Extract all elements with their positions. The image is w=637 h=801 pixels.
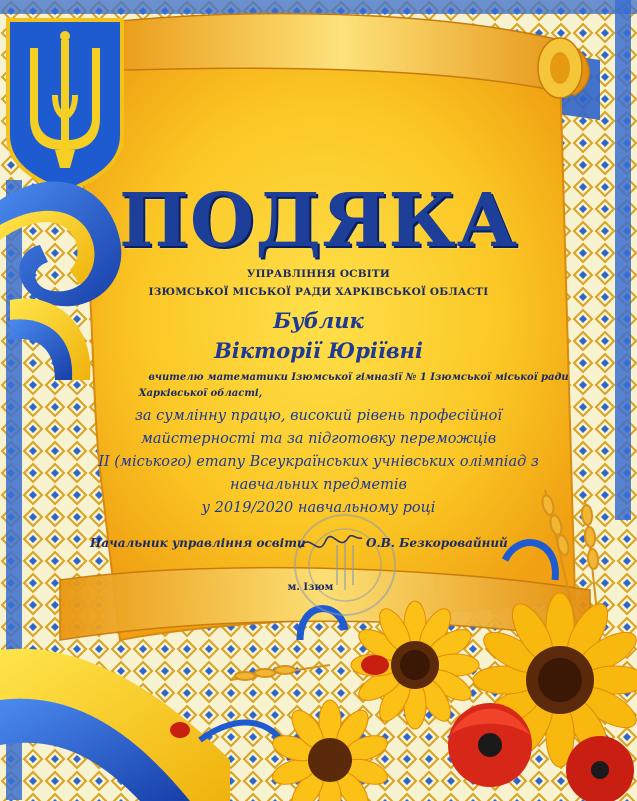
recipient-position-line-1: вчителю математики Ізюмської гімназії № 1 Ізюмської міської ради (148, 372, 569, 383)
body-text-line-1: за сумлінну працю, високий рівень професійної (135, 408, 502, 424)
organization-line-1: УПРАВЛІННЯ ОСВІТИ (246, 268, 391, 280)
signature-role: Начальник управління освіти (90, 536, 306, 550)
signature-name: О.В. Безкоровайний (366, 536, 508, 550)
trident-coat-of-arms-icon (8, 20, 122, 192)
recipient-given-names: Вікторії Юріївні (214, 338, 423, 363)
recipient-position-line-2: Харківської області, (138, 388, 263, 399)
organization-line-2: ІЗЮМСЬКОЇ МІСЬКОЇ РАДИ ХАРКІВСЬКОЇ ОБЛАСТІ (148, 286, 489, 298)
recipient-surname: Бублик (273, 308, 364, 333)
body-text-line-2: майстерності та за підготовку переможців (140, 431, 497, 447)
body-text-line-4: навчальних предметів (230, 477, 407, 493)
certificate-title: ПОДЯКА (119, 178, 518, 264)
body-text-line-5: у 2019/2020 навчальному році (201, 500, 436, 516)
city-label: м. Ізюм (287, 582, 334, 593)
body-text-line-3: ІІ (міського) етапу Всеукраїнських учнівських олімпіад з (98, 454, 539, 470)
